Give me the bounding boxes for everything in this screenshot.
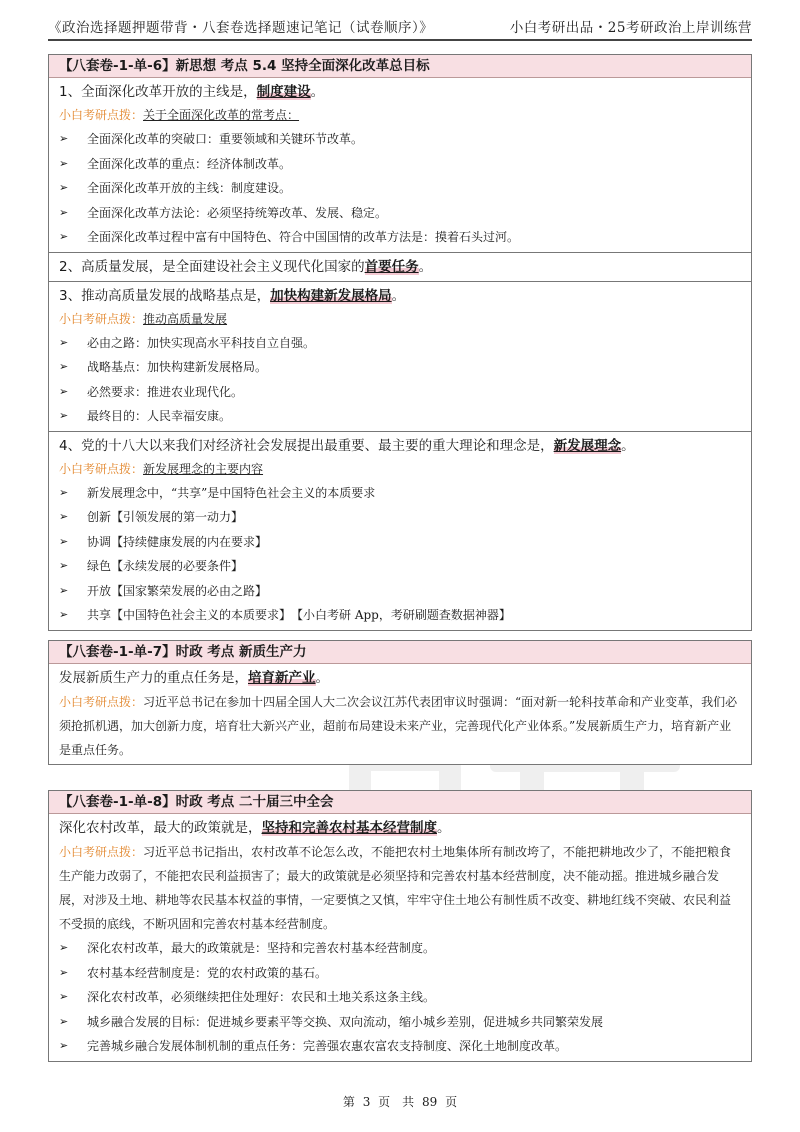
list-item: ➢ 绿色【永续发展的必要条件】 <box>59 554 741 579</box>
question-text: 4、党的十八大以来我们对经济社会发展提出最重要、最主要的重大理论和理念是，新发展理念。 <box>59 437 635 454</box>
question-text: 深化农村改革，最大的政策就是，坚持和完善农村基本经营制度。 <box>59 820 451 836</box>
list-item: ➢ 农村基本经营制度是：党的农村政策的基石。 <box>59 961 741 986</box>
card-title: 【八套卷-1-单-7】时政 考点 新质生产力 <box>49 641 751 664</box>
arrow-bullet-icon: ➢ <box>59 335 69 349</box>
arrow-bullet-icon: ➢ <box>59 409 69 422</box>
list-item: ➢ 全面深化改革的突破口：重要领域和关键环节改革。 <box>59 127 741 152</box>
arrow-bullet-icon: ➢ <box>59 205 69 219</box>
answer-highlight: 制度建设 <box>256 84 311 100</box>
answer-highlight: 坚持和完善农村基本经营制度 <box>261 820 437 836</box>
list-item: ➢ 全面深化改革开放的主线：制度建设。 <box>59 176 741 201</box>
list-item: ➢ 战略基点：加快构建新发展格局。 <box>59 355 741 380</box>
question-text: 2、高质量发展，是全面建设社会主义现代化国家的首要任务。 <box>59 258 433 275</box>
arrow-bullet-icon: ➢ <box>59 965 69 979</box>
list-item: ➢ 城乡融合发展的目标：促进城乡要素平等交换、双向流动，缩小城乡差别，促进城乡共同繁荣发展 <box>59 1010 741 1035</box>
arrow-bullet-icon: ➢ <box>59 384 69 398</box>
list-item: ➢ 共享【中国特色社会主义的本质要求】 【小白考研 App，考研刷题查数据神器】 <box>59 603 741 628</box>
list-item: ➢ 必由之路：加快实现高水平科技自立自强。 <box>59 331 741 356</box>
answer-highlight: 培育新产业 <box>248 670 316 686</box>
arrow-bullet-icon: ➢ <box>59 534 69 548</box>
question-text: 1、全面深化改革开放的主线是，制度建设。 <box>59 84 325 100</box>
question-section-3 <box>49 282 751 432</box>
question-text: 3、推动高质量发展的战略基点是，加快构建新发展格局。 <box>59 287 406 304</box>
list-item: ➢ 创新【引领发展的第一动力】 <box>59 505 741 530</box>
card-title: 【八套卷-1-单-6】新思想 考点 5.4 坚持全面深化改革总目标 <box>49 55 751 78</box>
question-card-7 <box>48 640 752 765</box>
arrow-bullet-icon: ➢ <box>59 485 69 499</box>
arrow-bullet-icon: ➢ <box>59 360 69 373</box>
arrow-bullet-icon: ➢ <box>59 990 69 1003</box>
question-section-1 <box>49 78 751 253</box>
question-section <box>49 664 751 764</box>
page-header <box>48 10 752 41</box>
question-section-4 <box>49 432 751 630</box>
tip-paragraph: 小白考研点拨：习近平总书记在参加十四届全国人大二次会议江苏代表团审议时强调：“面对新一轮科技革命和产业变革，我们必须抢抓机遇，加大创新力度，培育壮大新兴产业，超前布局建设未来产业，完善现代化产业体系。”发展新质生产力，培育新产业是重点任务。 <box>59 695 738 757</box>
list-item: ➢ 协调【持续健康发展的内在要求】 <box>59 530 741 555</box>
header-brand: 小白考研出品・25考研政治上岸训练营 <box>509 20 752 36</box>
question-section-2 <box>49 253 751 282</box>
list-item: ➢ 新发展理念中，“共享”是中国特色社会主义的本质要求 <box>59 481 741 506</box>
question-card-8 <box>48 790 752 1062</box>
tip-header: 小白考研点拨：关于全面深化改革的常考点： <box>59 108 300 122</box>
arrow-bullet-icon: ➢ <box>59 608 69 621</box>
list-item: ➢ 深化农村改革，最大的政策就是：坚持和完善农村基本经营制度。 <box>59 936 741 961</box>
question-text: 发展新质生产力的重点任务是，培育新产业。 <box>59 670 329 686</box>
arrow-bullet-icon: ➢ <box>59 510 69 523</box>
answer-highlight: 新发展理念 <box>553 437 622 454</box>
tip-header: 小白考研点拨：新发展理念的主要内容 <box>59 461 264 476</box>
list-item: ➢ 必然要求：推进农业现代化。 <box>59 380 741 405</box>
list-item: ➢ 全面深化改革方法论：必须坚持统筹改革、发展、稳定。 <box>59 201 741 226</box>
header-title: 《政治选择题押题带背・八套卷选择题速记笔记（试卷顺序）》 <box>48 20 434 36</box>
arrow-bullet-icon: ➢ <box>59 583 69 597</box>
arrow-bullet-icon: ➢ <box>59 941 69 954</box>
arrow-bullet-icon: ➢ <box>59 181 69 194</box>
arrow-bullet-icon: ➢ <box>59 230 69 243</box>
tip-header: 小白考研点拨：推动高质量发展 <box>59 311 228 326</box>
list-item: ➢ 最终目的：人民幸福安康。 <box>59 404 741 429</box>
tip-paragraph: 小白考研点拨：习近平总书记指出，农村改革不论怎么改，不能把农村土地集体所有制改垮了，不能把耕地改少了，不能把粮食生产能力改弱了，不能把农民利益损害了；最大的政策就是必须坚持和完善农村基本经营制度，决不能动摇。推进城乡融合发展，对涉及土地、耕地等农民基本权益的事情，一定要慎之又慎，牢牢守住土地公有制性质不改变、耕地红线不突破、农民利益不受损的底线，不断巩固和完善农村基本经营制度。 <box>59 845 732 931</box>
arrow-bullet-icon: ➢ <box>59 132 69 145</box>
question-section <box>49 814 751 1061</box>
arrow-bullet-icon: ➢ <box>59 559 69 572</box>
list-item: ➢ 全面深化改革过程中富有中国特色、符合中国国情的改革方法是：摸着石头过河。 <box>59 225 741 250</box>
arrow-bullet-icon: ➢ <box>59 1039 69 1052</box>
page-number: 第 3 页 共 89 页 <box>342 1095 458 1109</box>
list-item: ➢ 开放【国家繁荣发展的必由之路】 <box>59 579 741 604</box>
question-card-6 <box>48 54 752 631</box>
arrow-bullet-icon: ➢ <box>59 156 69 170</box>
arrow-bullet-icon: ➢ <box>59 1014 69 1028</box>
answer-highlight: 首要任务 <box>364 258 419 275</box>
list-item: ➢ 深化农村改革，必须继续把住处理好：农民和土地关系这条主线。 <box>59 985 741 1010</box>
list-item: ➢ 完善城乡融合发展体制机制的重点任务：完善强农惠农富农支持制度、深化土地制度改革。 <box>59 1034 741 1059</box>
list-item: ➢ 全面深化改革的重点：经济体制改革。 <box>59 152 741 177</box>
answer-highlight: 加快构建新发展格局 <box>270 287 392 304</box>
card-title: 【八套卷-1-单-8】时政 考点 二十届三中全会 <box>49 791 751 814</box>
